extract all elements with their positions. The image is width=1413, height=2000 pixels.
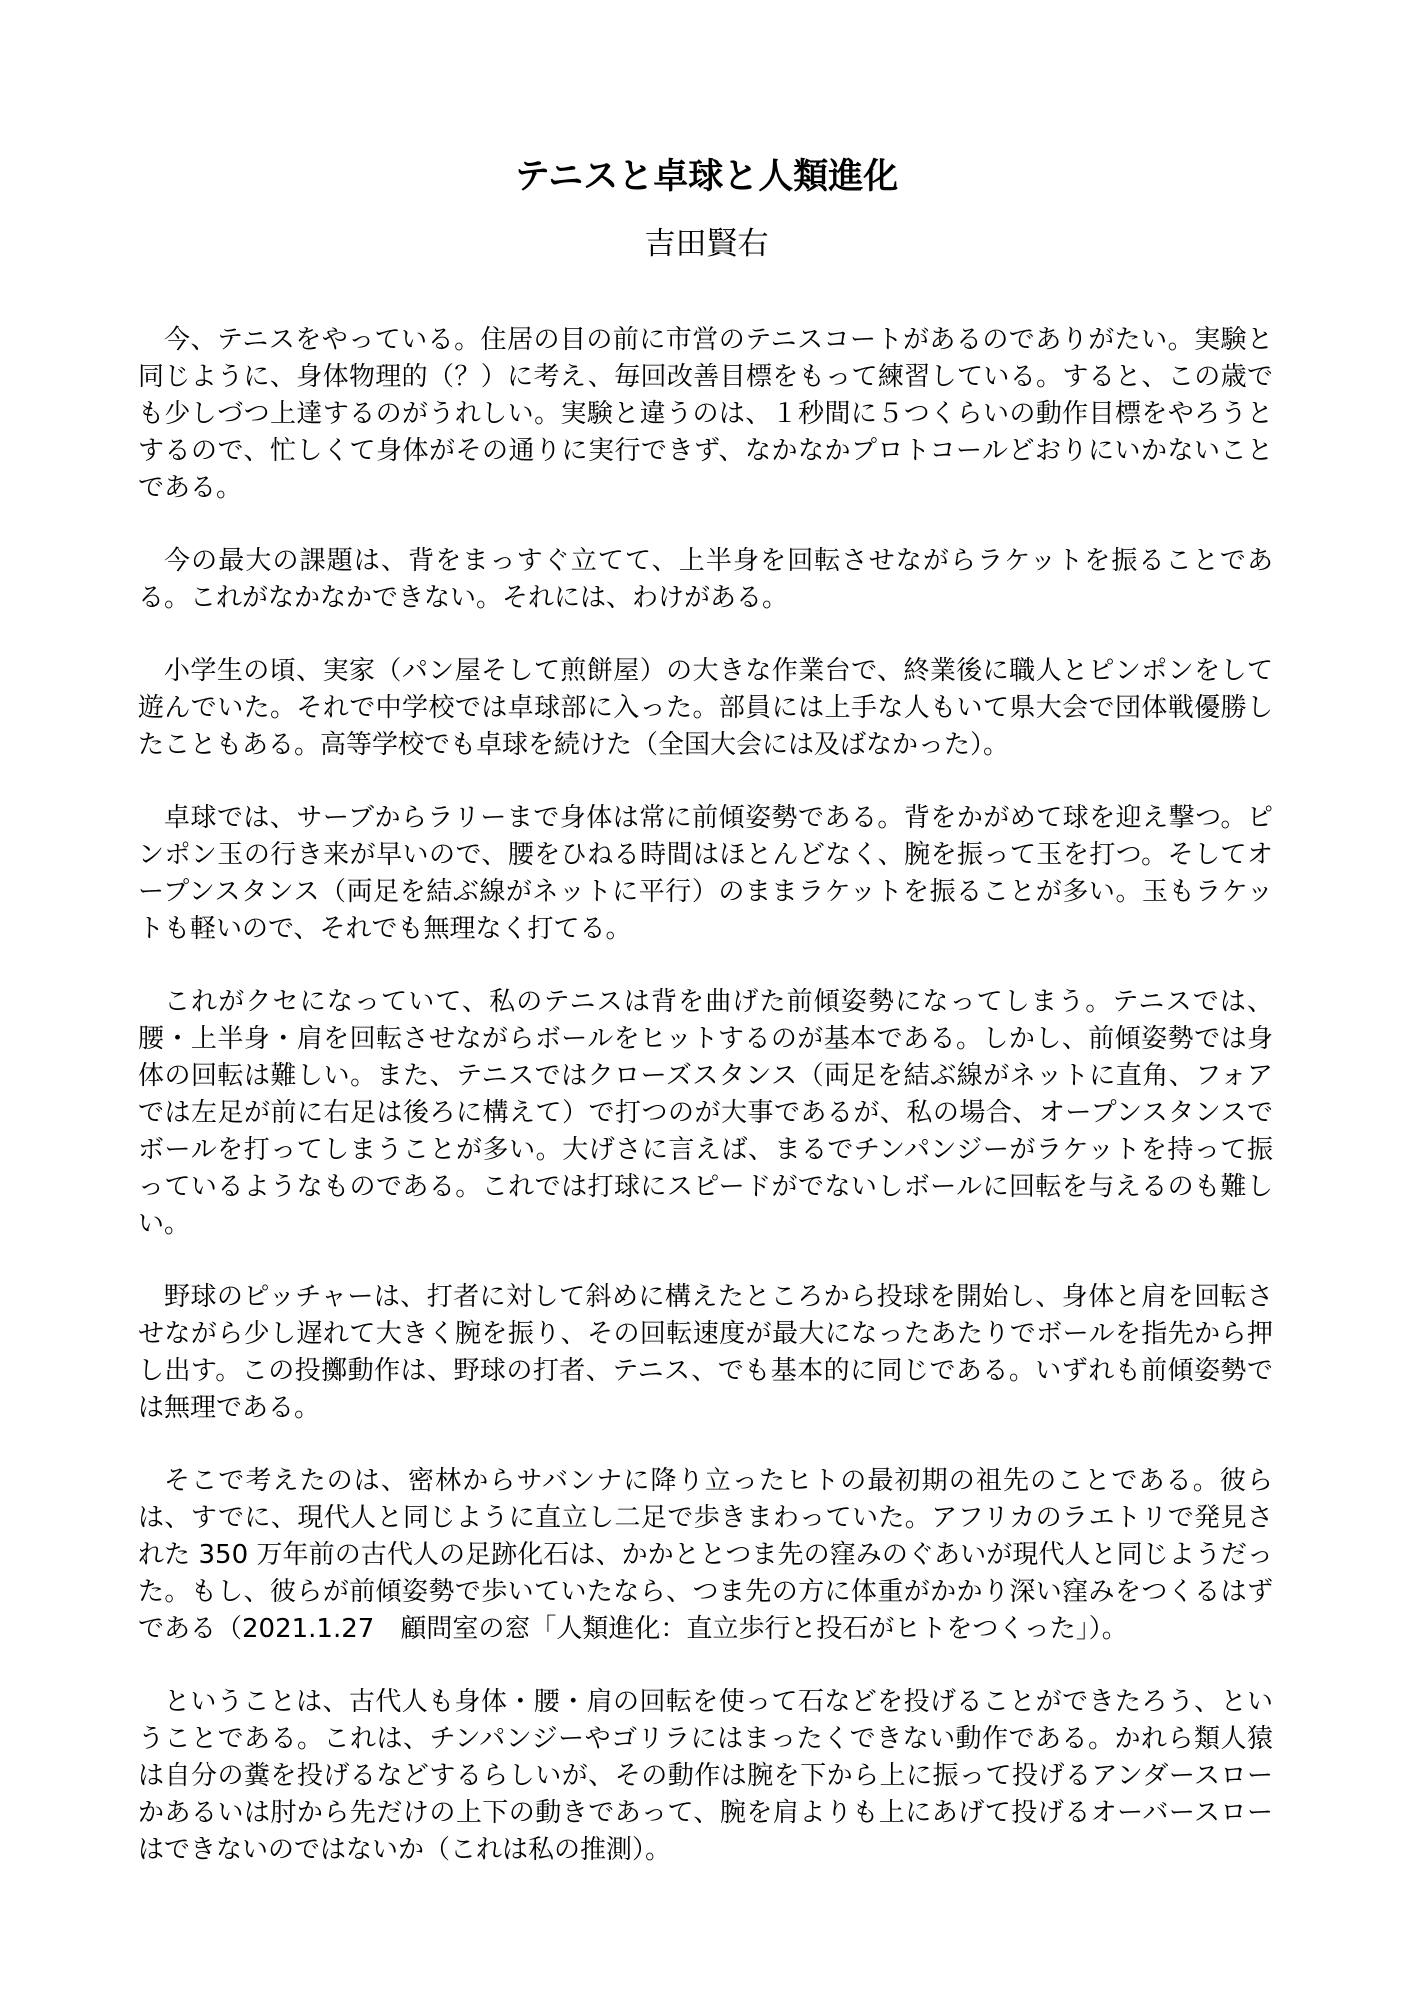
paragraph-6: 野球のピッチャーは、打者に対して斜めに構えたところから投球を開始し、身体と肩を回転させながら少し遅れて大きく腕を振り、その回転速度が最大になったあたりでボールを指先から押し出す。この投擲動作は、野球の打者、テニス、でも基本的に同じである。いずれも前傾姿勢では無理である。 bbox=[138, 1282, 1273, 1423]
document-body bbox=[138, 322, 1273, 1905]
paragraph-2: 今の最大の課題は、背をまっすぐ立てて、上半身を回転させながらラケットを振ることである。これがなかなかできない。それには、わけがある。 bbox=[138, 546, 1273, 613]
document-author: 吉田賢右 bbox=[644, 226, 769, 262]
paragraph-3: 小学生の頃、実家（パン屋そして煎餅屋）の大きな作業台で、終業後に職人とピンポンをして遊んでいた。それで中学校では卓球部に入った。部員には上手な人もいて県大会で団体戦優勝したこともある。高等学校でも卓球を続けた（全国大会には及ばなかった）。 bbox=[138, 656, 1273, 760]
paragraph-1: 今、テニスをやっている。住居の目の前に市営のテニスコートがあるのでありがたい。実験と同じように、身体物理的（？）に考え、毎回改善目標をもって練習している。すると、この歳でも少しづつ上達するのがうれしい。実験と違うのは、１秒間に５つくらいの動作目標をやろうとするので、忙しくて身体がその通りに実行できず、なかなかプロトコールどおりにいかないことである。 bbox=[138, 325, 1273, 503]
paragraph-5: これがクセになっていて、私のテニスは背を曲げた前傾姿勢になってしまう。テニスでは、腰・上半身・肩を回転させながらボールをヒットするのが基本である。しかし、前傾姿勢では身体の回転は難しい。また、テニスではクローズスタンス（両足を結ぶ線がネットに直角、フォアでは左足が前に右足は後ろに構えて）で打つのが大事であるが、私の場合、オープンスタンスでボールを打ってしまうことが多い。大げさに言えば、まるでチンパンジーがラケットを持って振っているようなものである。これでは打球にスピードがでないしボールに回転を与えるのも難しい。 bbox=[138, 987, 1273, 1239]
document-title: テニスと卓球と人類進化 bbox=[514, 157, 899, 197]
paragraph-8: ということは、古代人も身体・腰・肩の回転を使って石などを投げることができたろう、ということである。これは、チンパンジーやゴリラにはまったくできない動作である。かれら類人猿は自分の糞を投げるなどするらしいが、その動作は腕を下から上に振って投げるアンダースローかあるいは肘から先だけの上下の動きであって、腕を肩よりも上にあげて投げるオーバースローはできないのではないか（これは私の推測）。 bbox=[138, 1687, 1273, 1865]
paragraph-7: そこで考えたのは、密林からサバンナに降り立ったヒトの最初期の祖先のことである。彼らは、すでに、現代人と同じように直立し二足で歩きまわっていた。アフリカのラエトリで発見された 350 万年前の古代人の足跡化石は、かかととつま先の窪みのぐあいが現代人と同じようだった。もし、彼らが前傾姿勢で歩いていたなら、つま先の方に体重がかかり深い窪みをつくるはずである（2021.1.27 顧問室の窓「人類進化：直立歩行と投石がヒトをつくった」）。 bbox=[138, 1466, 1273, 1644]
paragraph-4: 卓球では、サーブからラリーまで身体は常に前傾姿勢である。背をかがめて球を迎え撃つ。ピンポン玉の行き来が早いので、腰をひねる時間はほとんどなく、腕を振って玉を打つ。そしてオープンスタンス（両足を結ぶ線がネットに平行）のままラケットを振ることが多い。玉もラケットも軽いので、それでも無理なく打てる。 bbox=[138, 803, 1273, 944]
